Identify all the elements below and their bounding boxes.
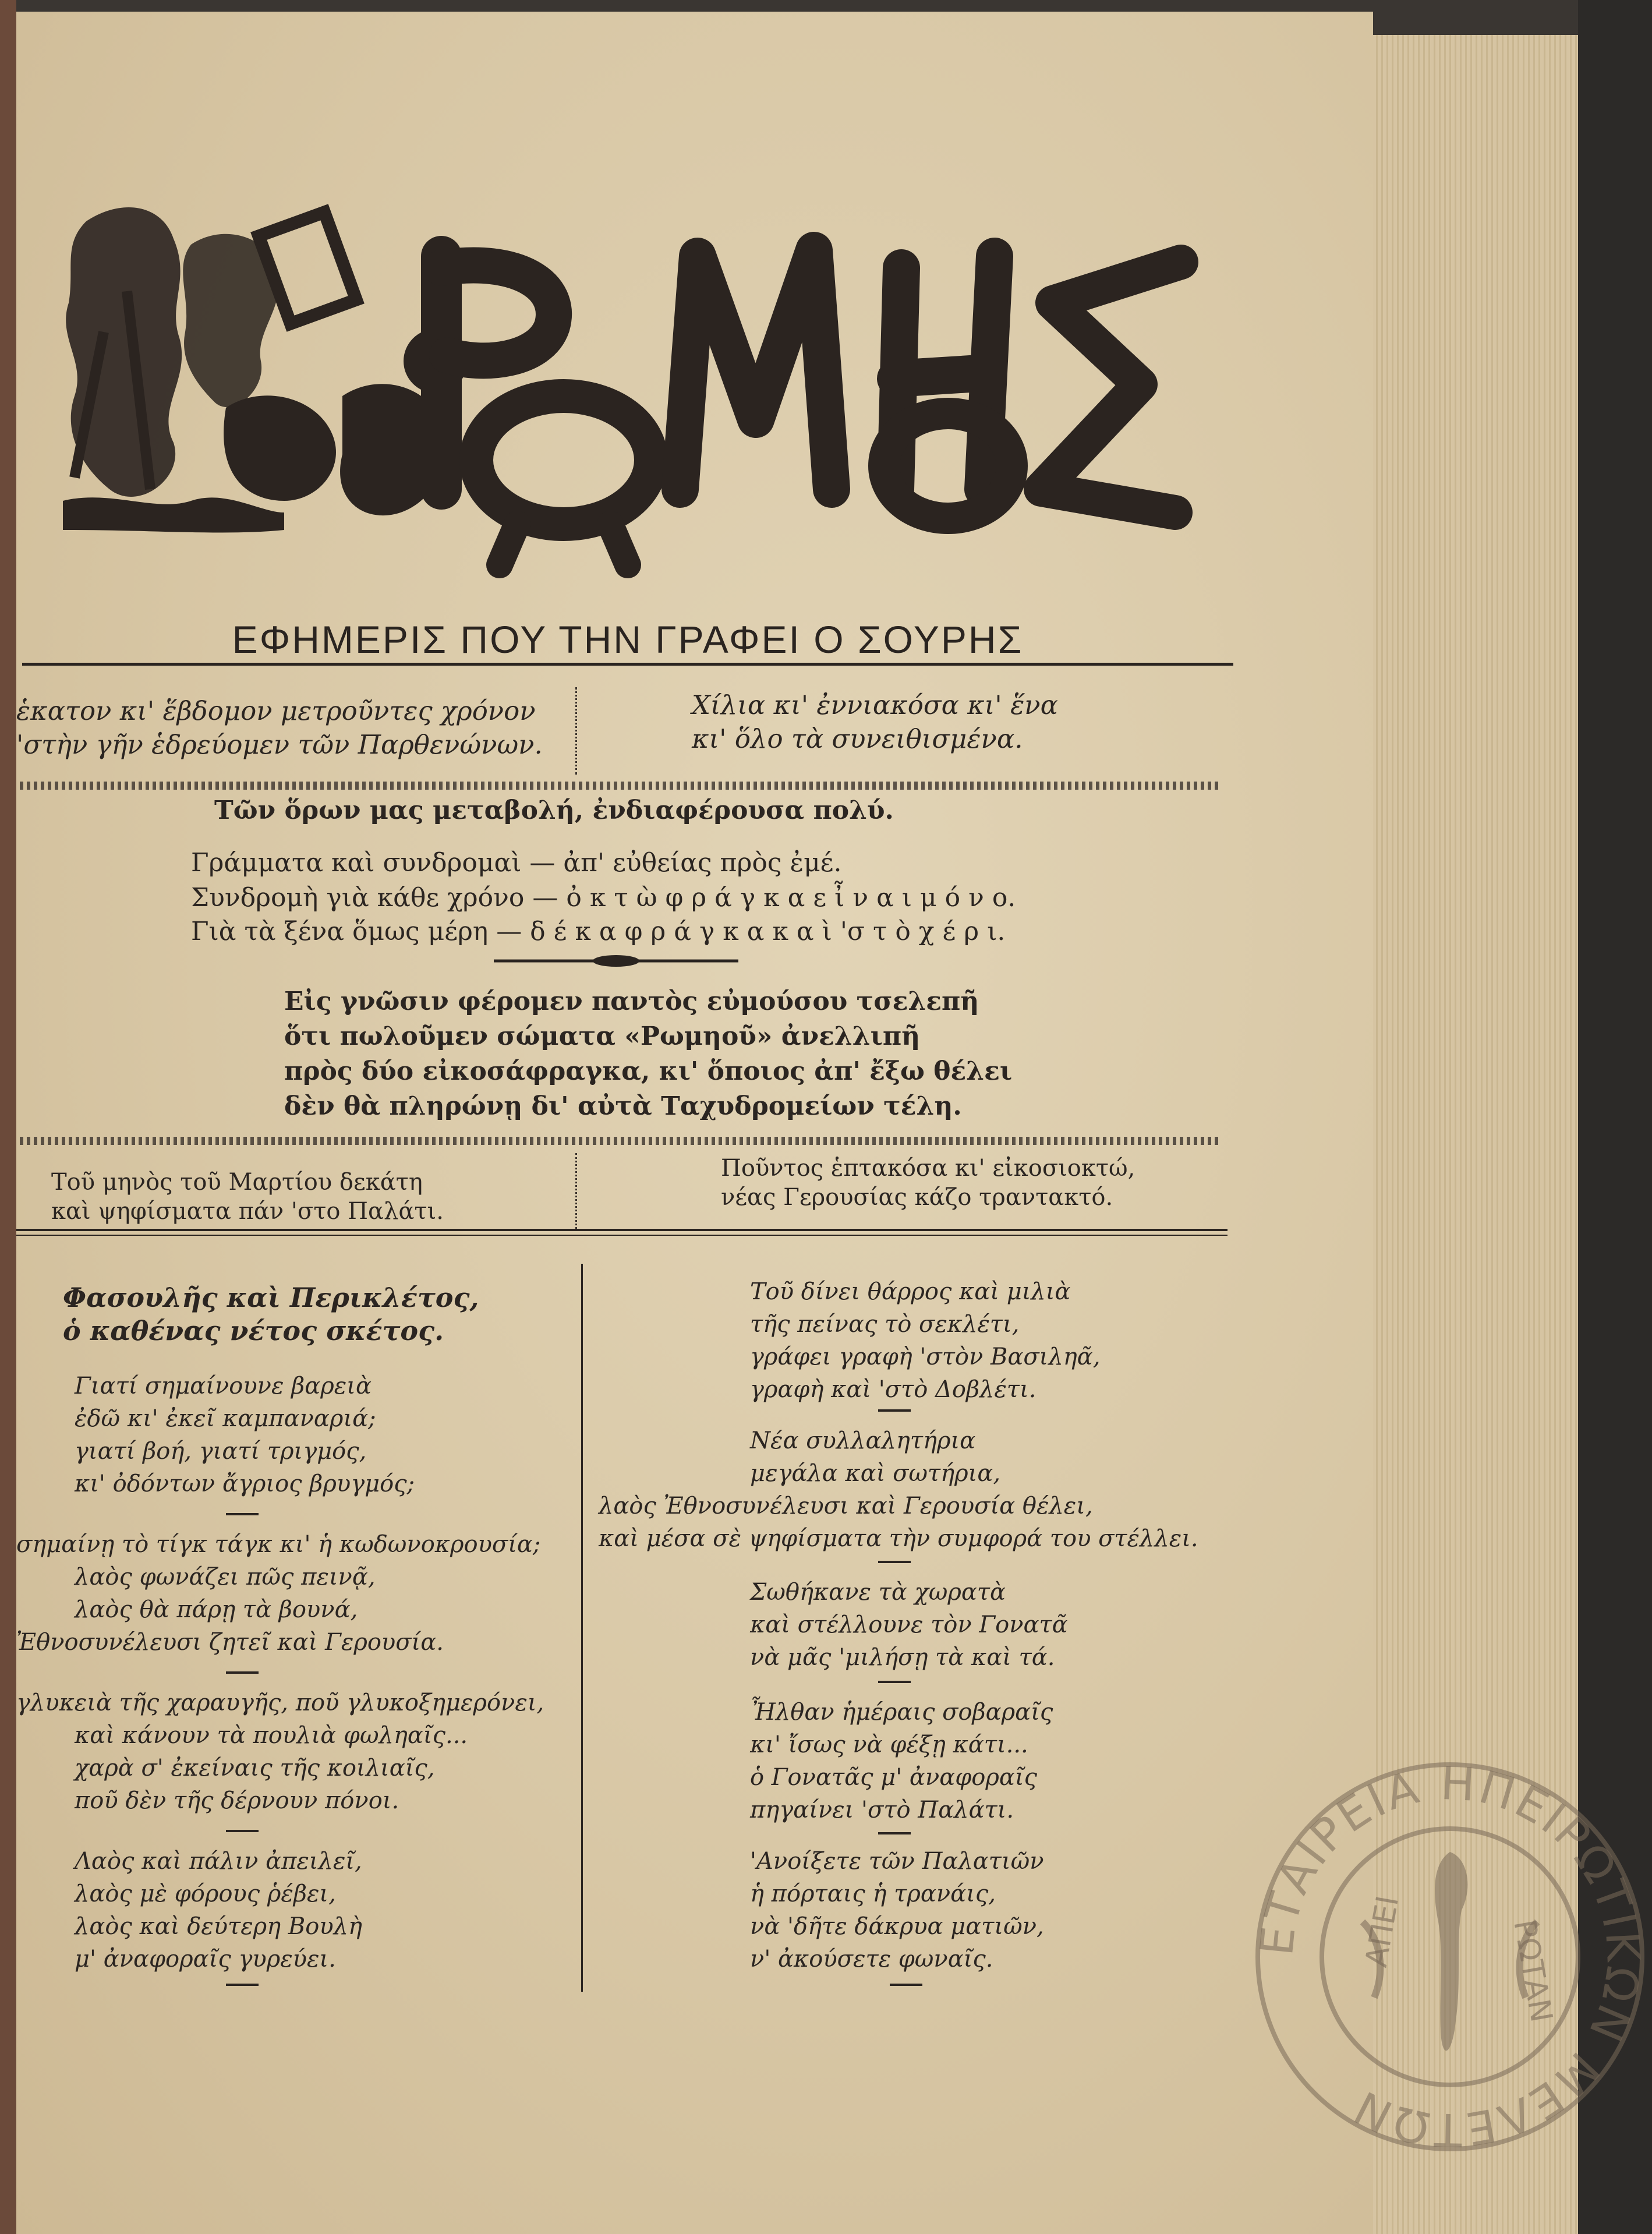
left-stanza-4-line-2: λαὸς μὲ φόρους ῥέβει,	[75, 1880, 336, 1907]
left-stanza-3-line-3: χαρὰ σ' ἐκείναις τῆς κοιλιαῖς,	[75, 1755, 435, 1781]
stanza-dash	[226, 1513, 259, 1515]
header-rule	[22, 663, 1233, 666]
announcement-line-3: πρὸς δύο εἰκοσάφραγκα, κι' ὅποιος ἀπ' ἔξω θέλει	[284, 1056, 1013, 1086]
left-stanza-4-line-3: λαὸς καὶ δεύτερη Βουλὴ	[75, 1913, 362, 1940]
stanza-dash	[890, 1984, 922, 1986]
dateline-separator	[575, 1153, 578, 1229]
right-stanza-1-line-2: τῆς πείνας τὸ σεκλέτι,	[750, 1311, 1020, 1338]
poem-title-2: ὁ καθένας νέτος σκέτος.	[63, 1315, 444, 1346]
right-stanza-2-line-4: καὶ μέσα σὲ ψηφίσματα τὴν συμφορά του στέλλει.	[599, 1525, 1198, 1552]
header-verse-left-1: ἑκατον κι' ἕβδομον μετροῦντες χρόνον	[16, 695, 536, 726]
notice-line-2: Συνδρομὴ γιὰ κάθε χρόνο — ὀ κ τ ὼ φ ρ ά γ κ α ε ἶ ν α ι μ ό ν ο.	[191, 883, 1016, 913]
library-seal	[1240, 1747, 1652, 2166]
announcement-line-1: Εἰς γνῶσιν φέρομεν παντὸς εὐμούσου τσελεπῆ	[284, 987, 979, 1016]
stanza-dash	[878, 1561, 911, 1563]
right-stanza-4-line-2: κι' ἴσως νὰ φέξῃ κάτι...	[750, 1731, 1028, 1758]
binding-left	[0, 0, 16, 2234]
left-stanza-1-line-2: ἐδῶ κι' ἐκεῖ καμπαναριά;	[75, 1405, 376, 1432]
ornament-divider	[494, 952, 738, 970]
wavy-divider-2	[16, 1137, 1222, 1145]
dateline-rule-2	[16, 1235, 1227, 1236]
newspaper-page	[16, 12, 1373, 2234]
stanza-dash	[878, 1832, 911, 1834]
left-stanza-3-line-4: ποῦ δὲν τῆς δέρνουν πόνοι.	[75, 1787, 399, 1814]
svg-text:ΑΠΕΙ: ΑΠΕΙ	[1359, 1893, 1406, 1970]
left-stanza-1-line-3: γιατί βοή, γιατί τριγμός,	[75, 1438, 367, 1465]
dateline-right-1: Ποῦντος ἑπτακόσα κι' εἰκοσιοκτώ,	[721, 1155, 1135, 1182]
right-stanza-1-line-4: γραφὴ καὶ 'στὸ Δοβλέτι.	[750, 1376, 1037, 1403]
header-verse-right-1: Χίλια κι' ἐννιακόσα κι' ἕνα	[692, 690, 1058, 720]
right-stanza-2-line-3: λαὸς Ἐθνοσυνέλευσι καὶ Γερουσία θέλει,	[599, 1493, 1093, 1519]
left-stanza-2-line-2: λαὸς φωνάζει πῶς πεινᾷ,	[75, 1564, 376, 1590]
right-stanza-4-line-1: Ἦλθαν ἡμέραις σοβαραῖς	[750, 1699, 1053, 1726]
stanza-dash	[878, 1409, 911, 1412]
notice-title: Τῶν ὅρων μας μεταβολή, ἐνδιαφέρουσα πολύ.	[214, 796, 894, 825]
dateline-rule	[16, 1229, 1227, 1231]
masthead-art	[40, 186, 1204, 594]
masthead-subtitle: ΕΦΗΜΕΡΙΣ ΠΟΥ ΤΗΝ ΓΡΑΦΕΙ Ο ΣΟΥΡΗΣ	[232, 618, 1024, 661]
left-stanza-1-line-1: Γιατί σημαίνουνε βαρειὰ	[75, 1373, 372, 1399]
svg-text:ΕΤΑΙΡΕΙΑ ΗΠΕΙΡΩΤΙΚΩΝ ΜΕΛΕΤΩΝ: ΕΤΑΙΡΕΙΑ ΗΠΕΙΡΩΤΙΚΩΝ ΜΕΛΕΤΩΝ	[1251, 1757, 1649, 2156]
left-stanza-3-line-1: γλυκειὰ τῆς χαραυγῆς, ποῦ γλυκοξημερόνει,	[16, 1689, 544, 1716]
left-stanza-2-line-1: σημαίνῃ τὸ τίγκ τάγκ κι' ἡ κωδωνοκρουσία;	[16, 1531, 541, 1558]
header-verse-left-2: 'στὴν γῆν ἑδρεύομεν τῶν Παρθενώνων.	[16, 729, 543, 760]
dateline-left-2: καὶ ψηφίσματα πάν 'στο Παλάτι.	[51, 1198, 444, 1225]
left-stanza-4-line-4: μ' ἀναφοραῖς γυρεύει.	[75, 1946, 336, 1973]
left-stanza-1-line-4: κι' ὀδόντων ἄγριος βρυγμός;	[75, 1471, 415, 1497]
notice-line-3: Γιὰ τὰ ξένα ὅμως μέρη — δ έ κ α φ ρ ά γ κ α κ α ὶ 'σ τ ὸ χ έ ρ ι.	[191, 917, 1006, 946]
stanza-dash	[878, 1681, 911, 1683]
notice-line-1: Γράμματα καὶ συνδρομαὶ — ἀπ' εὐθείας πρὸς ἐμέ.	[191, 848, 842, 878]
right-stanza-3-line-2: καὶ στέλλουνε τὸν Γονατᾶ	[750, 1611, 1068, 1638]
right-stanza-5-line-3: νὰ 'δῆτε δάκρυα ματιῶν,	[750, 1913, 1044, 1940]
announcement-line-2: ὅτι πωλοῦμεν σώματα «Ρωμηοῦ» ἀνελλιπῆ	[284, 1021, 921, 1051]
left-stanza-3-line-2: καὶ κάνουν τὰ πουλιὰ φωληαῖς...	[75, 1722, 468, 1749]
svg-text:ΡΩΤΑΝ: ΡΩΤΑΝ	[1506, 1917, 1559, 2025]
announcement-line-4: δὲν θὰ πληρώνῃ δι' αὐτὰ Ταχυδρομείων τέλη.	[284, 1091, 962, 1121]
right-stanza-5-line-4: ν' ἀκούσετε φωναῖς.	[750, 1946, 993, 1973]
right-stanza-4-line-4: πηγαίνει 'στὸ Παλάτι.	[750, 1797, 1014, 1823]
header-verse-right-2: κι' ὅλο τὰ συνειθισμένα.	[692, 723, 1023, 754]
dateline-left-1: Τοῦ μηνὸς τοῦ Μαρτίου δεκάτη	[51, 1169, 423, 1196]
right-stanza-2-line-1: Νέα συλλαλητήρια	[750, 1427, 976, 1454]
poem-title-1: Φασουλῆς καὶ Περικλέτος,	[63, 1282, 479, 1313]
header-verse-separator	[575, 687, 578, 775]
column-divider	[581, 1264, 583, 1992]
stanza-dash	[226, 1830, 259, 1832]
right-stanza-1-line-1: Τοῦ δίνει θάρρος καὶ μιλιὰ	[750, 1278, 1071, 1305]
left-stanza-4-line-1: Λαὸς καὶ πάλιν ἀπειλεῖ,	[75, 1848, 362, 1875]
left-stanza-2-line-4: Ἐθνοσυνέλευσι ζητεῖ καὶ Γερουσία.	[16, 1629, 444, 1656]
left-stanza-2-line-3: λαὸς θὰ πάρῃ τὰ βουνά,	[75, 1596, 358, 1623]
right-stanza-3-line-3: νὰ μᾶς 'μιλήσῃ τὰ καὶ τά.	[750, 1644, 1055, 1671]
wavy-divider-1	[16, 782, 1222, 790]
right-stanza-5-line-2: ἡ πόρταις ἡ τρανάις,	[750, 1880, 996, 1907]
right-stanza-5-line-1: 'Ανοίξετε τῶν Παλατιῶν	[750, 1848, 1044, 1875]
masthead	[40, 186, 1204, 594]
dateline-right-2: νέας Γερουσίας κάζο τραντακτό.	[721, 1184, 1113, 1211]
stanza-dash	[226, 1984, 259, 1986]
right-stanza-1-line-3: γράφει γραφὴ 'στὸν Βασιληᾶ,	[750, 1344, 1101, 1370]
right-stanza-3-line-1: Σωθήκανε τὰ χωρατὰ	[750, 1579, 1006, 1606]
right-stanza-4-line-3: ὁ Γονατᾶς μ' ἀναφοραῖς	[750, 1764, 1037, 1791]
right-stanza-2-line-2: μεγάλα καὶ σωτήρια,	[750, 1460, 1001, 1487]
stanza-dash	[226, 1671, 259, 1674]
